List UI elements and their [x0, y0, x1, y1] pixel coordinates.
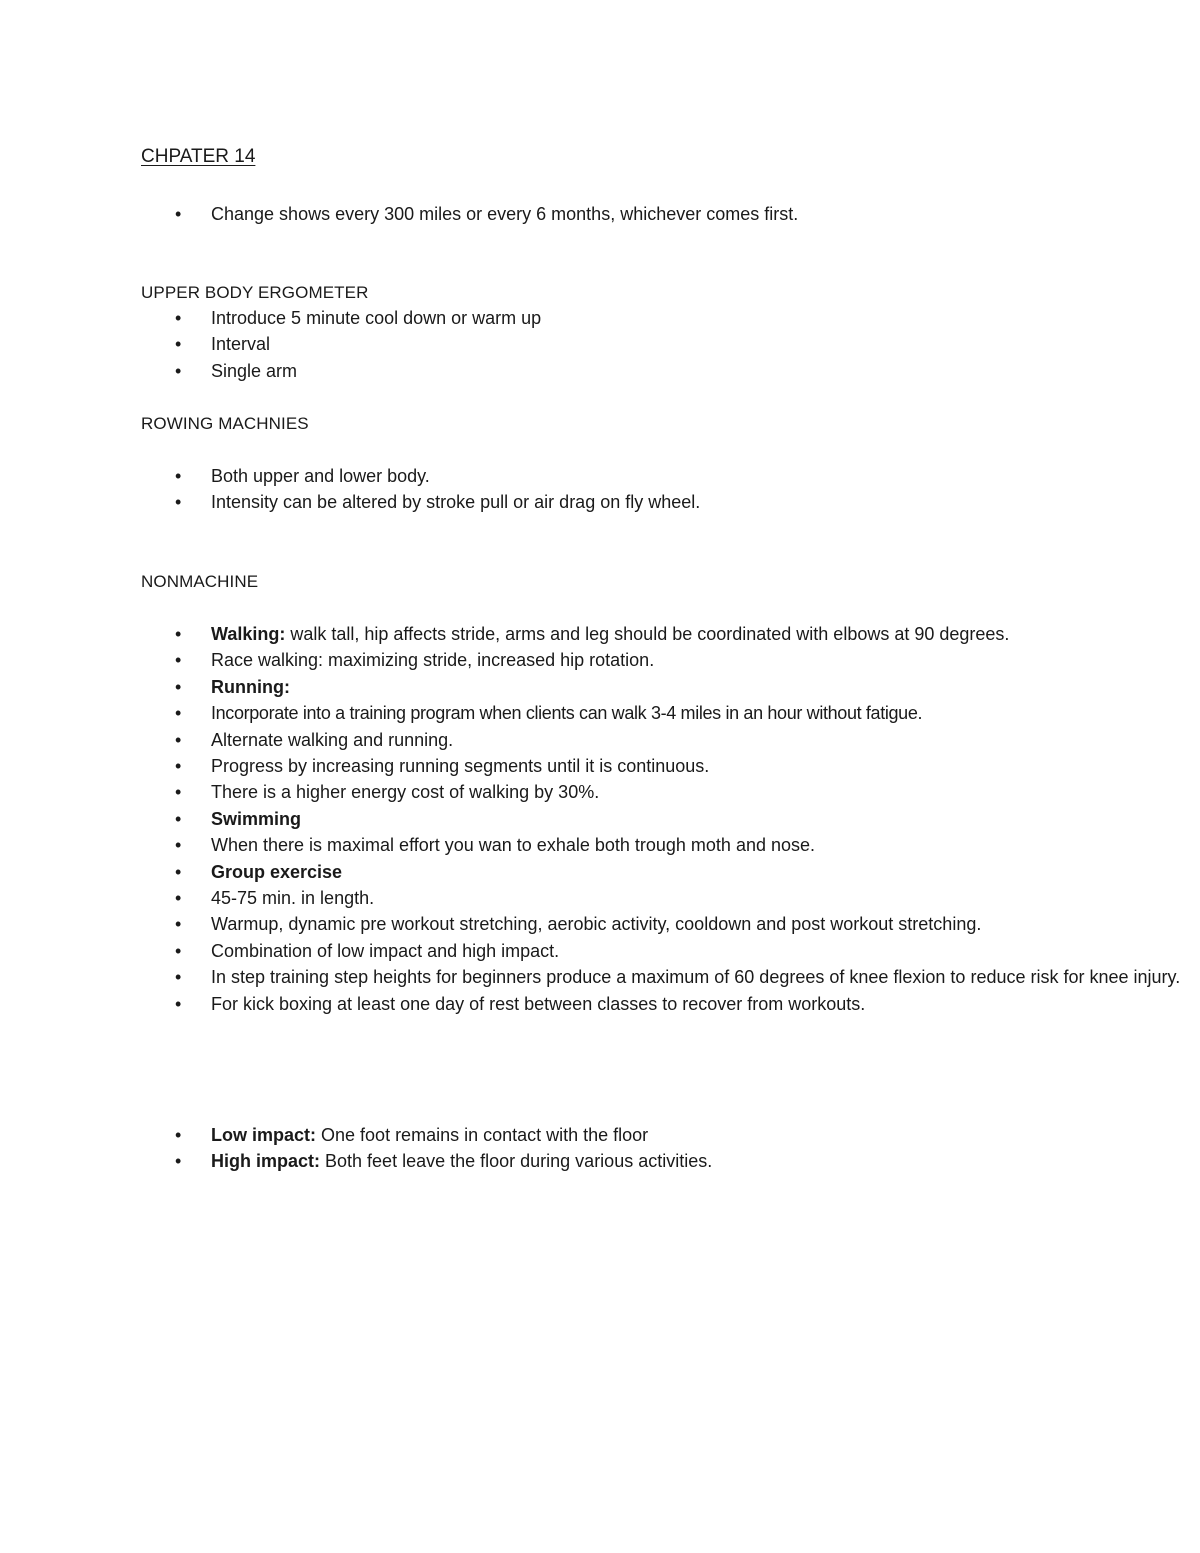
bullet-icon: • — [175, 204, 182, 224]
list-item: • Intensity can be altered by stroke pull or air drag on fly wheel. — [0, 489, 1100, 515]
bullet-icon: • — [175, 624, 182, 644]
list-item: • When there is maximal effort you wan to exhale both trough moth and nose. — [0, 832, 1100, 858]
bullet-icon: • — [175, 782, 182, 803]
bullet-icon: • — [175, 1125, 182, 1145]
list-item: • Alternate walking and running. — [0, 727, 1100, 753]
nonmachine-list — [0, 621, 1181, 1017]
list-item: • High impact: Both feet leave the floor during various activities. — [0, 1148, 1100, 1174]
list-item: • Single arm — [0, 358, 1100, 384]
list-item: • Running: — [0, 674, 1100, 700]
list-item: • Race walking: maximizing stride, increased hip rotation. — [0, 647, 1100, 673]
list-item: • Swimming — [0, 806, 1100, 832]
bullet-icon: • — [175, 808, 182, 829]
bullet-icon: • — [175, 835, 182, 856]
list-item: • Low impact: One foot remains in contact with the floor — [0, 1122, 1100, 1148]
bullet-icon: • — [175, 914, 182, 935]
list-item: • 45-75 min. in length. — [0, 885, 1100, 911]
bullet-icon: • — [175, 703, 182, 724]
list-item: • Progress by increasing running segments until it is continuous. — [0, 753, 1100, 779]
bullet-icon: • — [175, 1151, 182, 1172]
list-item: • For kick boxing at least one day of rest between classes to recover from workouts. — [0, 991, 1100, 1017]
bullet-icon: • — [175, 756, 182, 777]
list-item: • Combination of low impact and high impact. — [0, 938, 1100, 964]
list-item: • Both upper and lower body. — [0, 463, 1100, 489]
bullet-icon: • — [175, 993, 182, 1014]
list-item: • Group exercise — [0, 859, 1100, 885]
bullet-icon: • — [175, 466, 182, 486]
intro-list — [0, 201, 1100, 227]
bullet-icon: • — [175, 334, 182, 355]
list-item: • Change shows every 300 miles or every 6 months, whichever comes first. — [0, 201, 1100, 227]
list-item: • Warmup, dynamic pre workout stretching, aerobic activity, cooldown and post workout stretching. — [0, 911, 1200, 937]
bullet-icon: • — [175, 888, 182, 909]
bullet-icon: • — [175, 360, 182, 381]
bullet-icon: • — [175, 676, 182, 697]
upper-body-ergometer-list — [0, 305, 1100, 384]
bullet-icon: • — [175, 729, 182, 750]
bullet-icon: • — [175, 308, 182, 328]
list-item: • Introduce 5 minute cool down or warm up — [0, 305, 1100, 331]
list-item: • In step training step heights for beginners produce a maximum of 60 degrees of knee flexion to reduce risk for knee injury. — [0, 964, 1200, 990]
bullet-icon: • — [175, 650, 182, 671]
page-title: CHPATER 14 — [141, 146, 256, 167]
section-heading-nonmachine: NONMACHINE — [141, 572, 259, 591]
section-heading-rowing-machines: ROWING MACHNIES — [141, 414, 309, 433]
list-item: • Incorporate into a training program when clients can walk 3-4 miles in an hour without fatigue. — [0, 700, 1200, 726]
list-item: • Interval — [0, 331, 1100, 357]
section-heading-upper-body-ergometer: UPPER BODY ERGOMETER — [141, 283, 369, 302]
list-item: • Walking: walk tall, hip affects stride, arms and leg should be coordinated with elbows at 90 degrees. — [0, 621, 1071, 647]
bullet-icon: • — [175, 861, 182, 882]
bullet-icon: • — [175, 492, 182, 513]
impact-list — [0, 1122, 1100, 1175]
bullet-icon: • — [175, 940, 182, 961]
list-item: • There is a higher energy cost of walking by 30%. — [0, 779, 1100, 805]
bullet-icon: • — [175, 967, 182, 988]
rowing-machines-list — [0, 463, 1100, 516]
